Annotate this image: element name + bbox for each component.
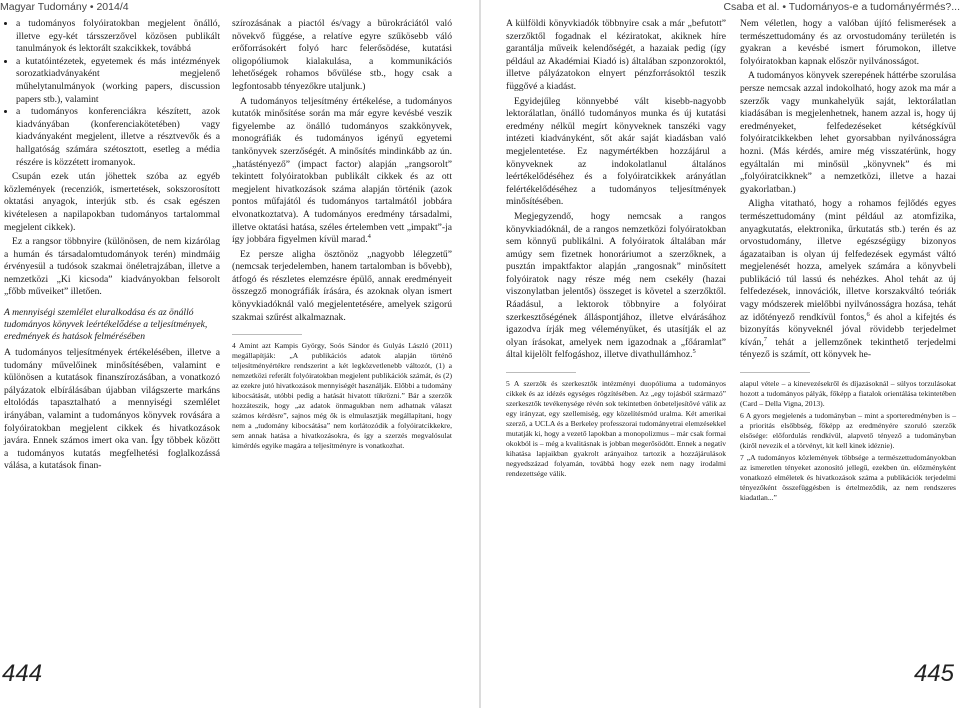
paragraph-text: és ahol a kifejtés és bizonyítás könyveknél jóval rövidebb terjedelmet kíván, (740, 311, 957, 348)
paragraph-text: Aligha vitatható, hogy a rohamos fejlődés egyes természettudomány (mint például az atomfizika, anyagkutatás, elektronika, űrkutatás stb.) terén és az orvostudomány, illetve egészségügy bizonyos ágazataiban is olyan új felfedezések egymást váltó megjelenését hozza, amelyek számára a könyvbeli publikáció túl lassú és nehézkes. Ahol tehát az új felfedezések, innovációk, illetve korszakváltó teóriák vagy módszerek mielőbbi nyilvánosságra hozása, tehát az időtényező rendkívül fontos, (740, 198, 956, 323)
paragraph (232, 96, 452, 247)
bullet-item: • a tudományos konferenciákra készített, azok kiadványában (konferenciakötetében) vagy kiadványaként megjelent, illetve a résztvevők és a hallgatóság számára szétosztott, esetleg a média részére is közzétett iromanyok. (16, 106, 220, 169)
section-subheading: A mennyiségi szemlélet eluralkodása és az önálló tudományos könyvek leértékelődése a teljesítmények, eredmények és hatások felmérésében (4, 307, 208, 343)
paragraph: A tudományos teljesítmények értékelésében, illetve a tudomány művelőinek minősítésében, valamint e különösen a kutatások finanszírozásában, a vonatkozó pályázatok elbírálásában újabban világszerte markáns eltolódás tapasztalható a mennyiségi szemlélet irányában, valamint a tudományos könyvek rovására a folyóiratokban megjelent cikkek és hivatkozások javára. Ennek számos imert oka van. Így többek között a tudományos kutatás megfelhetési foglalkozássá válása, a kutatások finan- (4, 347, 220, 472)
bullet-item: • a kutatóintézetek, egyetemek és más intézmények sorozatkiadványaként megjelenő műhelytanulmányok (working papers, discussion papers stb.), valamint (16, 56, 220, 106)
footnote-continued: alapul vétele – a kinevezésekről és díjazásoknál – súlyos torzulásokat hozott a tudományos pályák, főképp a fiatalok orientálása tekintetében (Card – Della Vigna, 2013). (740, 379, 956, 409)
page-number-right: 445 (913, 660, 954, 687)
bullet-list (4, 18, 220, 169)
left-page-column-2 (232, 18, 452, 453)
paragraph: Ez a rangsor többnyire (különösen, de nem kizárólag a humán és társadalomtudományok terén) mindmáig érvényesül a tudósok szakmai önéletrajzában, illetve a nemzetközi „Ki kicsoda” kiadványokban felsorolt „főbb műveiket” illetően. (4, 236, 220, 298)
running-header-right: Csaba et al. • Tudományos-e a tudományérmés?... (723, 1, 960, 13)
paragraph: Csupán ezek után jöhettek szóba az egyéb közlemények (recenziók, ismertetések, sokszorosított oktatási anyagok, interjúk stb. és csak egészen kivételesen a napilapokban tudományos tartalommal megjelent cikkek). (4, 171, 220, 233)
paragraph-text: A tudományos teljesítmény értékelése, a tudományos kutatók minősítése során ma már egyre kevésbé veszik figyelembe az önálló tudományos szakkönyvek, monográfiák és tudományos igényű egyetemi tankönyvek szerzőségét. A minősítés mindinkább az ún. „hatástényező” (impact factor) alapján „rangsorolt” tekintett folyóiratokban publikált cikkek és az ott megjelent hivatkozások száma alapján történik (azok pontos műfajától és tudományos tartalmától jobbára elvonatkoztatva). A tudományos eredmény társadalmi, illetve oktatási hatása, széles értelemben vett „impakt”-ja így jobbára figyelmen kívül marad. (232, 95, 452, 246)
paragraph (506, 211, 726, 362)
page-number-left: 444 (2, 660, 43, 687)
paragraph: Egyidejűleg könnyebbé vált kisebb-nagyobb lektorálatlan, önálló tudományos munka és új kutatási eredmény nélkül megírt könyveknek tanszéki vagy intézeti kiadványként, sőt akár saját kiadásban való megjelentetése. Ez nagymértékben hozzájárul a könyveknek az indokolatlanul általános leértékelődéséhez és a folyóiratcikkek arányátlan felértékelődéséhez a tudományos teljesítmények minősítésében. (506, 95, 726, 208)
right-page-column-2 (740, 18, 956, 505)
footnote: 7 „A tudományos közlemények többsége a természettudományokban az ismeretlen tényeket azonosító jellegű, ezekben ún. előzményként vonatkozó elméletek és hivatkozások száma a publikációk terjedelmi tényezőként összefüggésben is értelmeződik, az nem rendszeres kiadatlan...” (740, 453, 956, 503)
footnote-marker[interactable]: 6 (866, 310, 870, 318)
footnote-rule (506, 372, 576, 373)
footnote-marker[interactable]: 5 (692, 348, 696, 356)
footnote-rule (232, 334, 302, 335)
paragraph: Nem véletlen, hogy a valóban újító felismerések a természettudomány és az orvostudomány területén is gyakran a kevésbé ismert fórumokon, illetve folyóiratokban kapnak először nyilvánosságot. (740, 18, 956, 67)
paragraph: A külföldi könyvkiadók többnyire csak a már „befutott” szerzőktől fogadnak el kéziratokat, akiknek híre garantálja műveik kelendőségét, a hazaiak pedig (így például az Akadémiai Kiadó is) általában szponzoroktól, illetve pályázatokon elnyert pénzforrásoktól teszik függővé a kiadást. (506, 18, 726, 92)
bullet-item: • a tudományos folyóiratokban megjelent önálló, illetve egy-két társszerzővel közösen publikált tanulmányok és lektorált szakcikkek, továbbá (16, 18, 220, 56)
running-header-left: Magyar Tudomány • 2014/4 (0, 1, 129, 13)
paragraph: Ez persze aligha ösztönöz „nagyobb lélegzetű” (nemcsak terjedelemben, hanem tartalomban is bővebb), átfogó és részletes elemzésre épülő, annak eredményeit összegző monográfiák írására, és azoknak olyan ismert könyvkiadóknál való megjelentetésére, amelyek szigorú szakmai szűrést alkalmaznak. (232, 248, 452, 323)
page-spine-divider (479, 0, 481, 708)
footnote: 5 A szerzők és szerkesztők intézményi duopóliuma a tudományos cikkek és az idézés egységes rögzítésében. Az „egy tojásból származó” szerkesztők tevékenysége révén sok tekintetben önbeteljesítővé válik az egy irányzat, egy szellemiség, egy közelítésmód uralma. Két amerikai szerző, a UCLA és a Berkeley professzorai tudományetrai elemzésekkel mutatják ki, hogy a vezető lapokban a monopolizmus – már csak formai okokból is – még a kvalitásnak is jobban megerősödött. Ennek a negatív kihatása lapjaikban gyakrolt arányaihoz tartozik a hozzájárulások negyedszázad folyamán, továbbá hogy ezek nem nagy irodalmi rendezettsége válik. (506, 379, 726, 479)
right-page-column-1 (506, 18, 726, 481)
paragraph: szírozásának a piactól és/vagy a bürokráciától való növekvő függése, a relatíve egyre szűkösebb váló erőforrásokért folyó harc felerősödése, kutatási oligopóliumok kialakulása, a kommunikációs lehetőségek rohamos bővülése stb., hogy csak a legfontosabb tényezőkre utaljunk.) (232, 18, 452, 92)
paragraph (740, 198, 956, 362)
footnote-marker[interactable]: 7 (763, 335, 767, 343)
paragraph-text: tehát a jellemzőnek tekinthető terjedelmi tényező is számít, ott könyvek he- (740, 336, 956, 361)
footnote: 4 Amint azt Kampis György, Soós Sándor és Gulyás László (2011) megállapítják: „A publikációs adatok alapján történő teljesítményértékre rendszerint a két legközvetlenebb változót, (1) a nemzetközi referált folyóiratokban megjelent publikációk számát, és (2) az ezekre jutó hivatkozások mennyiségét használják. Előbbi a tudomány kiboсsátását, utóbbi pedig a hatását hivatott tükrözni.” Bár a szerzők hozzáteszik, hogy „az adatok önmagukban nem adhatnak választ számos kérdésre”, sajnos még ők is elmulasztják megállapítani, hogy nem a „tudomány kibocsátása” nem korlátozódik a folyóiratcikkekre, sem annak hatása a hivatkozásokra, és így a szerzés megvalósulat kimérdés egyike magára a teljesítményre is vonatkozhat. (232, 341, 452, 451)
footnote-marker[interactable]: 4 (367, 232, 371, 240)
left-page-column-1 (4, 18, 220, 475)
footnote: 6 A gyors megjelenés a tudományban – mint a sporteredményben is – a prioritás elsőbbség, főképp az eredményére szoruló szerzők elsősége: előfordulás rendkívül, alapvető tényező a tudományban (kiről nevezik el a törvényt, kit kell kinek idézniе). (740, 411, 956, 451)
paragraph: A tudományos könyvek szerepének háttérbe szorulása persze nemcsak azzal indokolható, hogy azok ma már a szerzők vagy munkahelyük saját, lektorálatlan kiadásában is megjelenhetnek, hanem azzal is, hogy új eredményeket, felfedezéseket kétségkívül folyóiratcikkekben lehet gyorsabban nyilvánosságra hozni. (Más kérdés, amire még visszatérünk, hogy egyáltalán mi minősül „könyvnek” és mi „folyóiratcikknek” a nemzetközi, illetve a hazai gyakorlatban.) (740, 70, 956, 195)
paragraph-text: Megjegyzendő, hogy nemcsak a rangos könyvkiadóknál, de a rangos nemzetközi folyóiratokban sem könnyű publikálni. A folyóiratok általában már amúgy sem fizetnek honoráriumot a szerzőknek, a pusztán impaktfaktor alapján „rangosnak” minősített folyóiratok nagy része még nem csekély (hazai viszonylatban jelentős) összeget is követel a szerzőktől. Ráadásul, a lektorok többnyire a folyóirat szerkesztőségének álláspontjához, illetve elvárásához igazodva írják meg véleményüket, és utasítják el az olyan írásokat, amelyek nem igazodnak a „főáramlat” által kijelölt felfogáshoz, illetve divathullámhoz. (506, 210, 726, 361)
footnote-rule (740, 372, 810, 373)
